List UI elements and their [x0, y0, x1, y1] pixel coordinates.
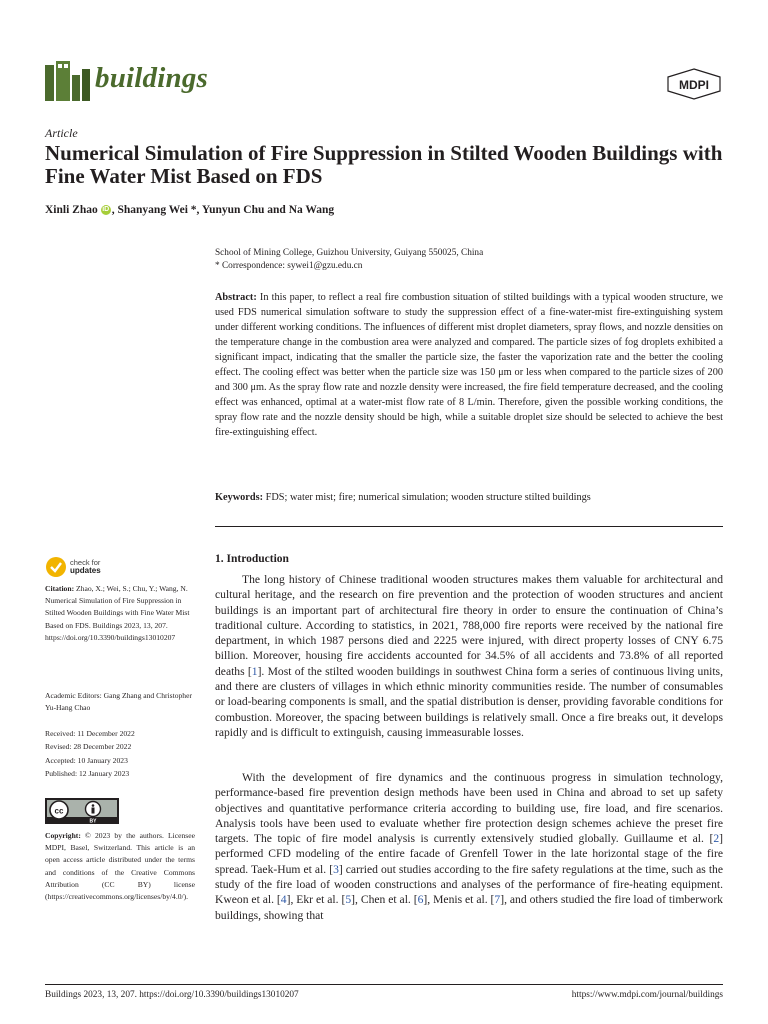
- abstract-text: In this paper, to reflect a real fire combustion situation of stilted buildings with a typical wooden structure, we used FDS numerical simulation software to study the suppression effect of a fine-water-mist fire-extinguishing system under different working conditions. The influences of different mist droplet diameters, spray flows, and nozzle densities on the temperature change in the combustion area were analyzed and compared. The particle sizes of fog droplets exhibited a significant impact, indicating that the smaller the particle size, the faster the vaporization rate and the better the cooling effect. The cooling effect was better when the particle size was 150 μm or less when compared to the particle sizes of 200 and 300 μm. As the spray flow rate and nozzle density were increased, the fire field temperature decreased, and the cooling effect was enhanced, optimal at a water-mist flow rate of 8 L/min. Therefore, given the possible working conditions, the spray flow rate and the nozzle density should be high, while a suitable droplet size should be selected to achieve the best fire-extinguishing effect.: [215, 292, 724, 438]
- keywords-text: FDS; water mist; fire; numerical simulation; wooden structure stilted buildings: [265, 492, 591, 503]
- correspondence: * Correspondence: sywei1@gzu.edu.cn: [215, 261, 363, 271]
- citation-block: [45, 583, 195, 644]
- keywords-label: Keywords:: [215, 492, 264, 503]
- academic-editors: Academic Editors: Gang Zhang and Christopher Yu-Hang Chao: [45, 691, 192, 713]
- article-type: Article: [45, 126, 78, 140]
- published-date: Published: 12 January 2023: [45, 769, 130, 778]
- copyright-block: [45, 830, 195, 903]
- copyright-text: © 2023 by the authors. Licensee MDPI, Basel, Switzerland. This article is an open access article distributed under the terms and conditions of the Creative Commons Attribution (CC BY) license (https://creativecommons.org/licenses/by/4.0/).: [45, 831, 195, 902]
- revised-date: Revised: 28 December 2022: [45, 742, 132, 751]
- keywords: [215, 492, 723, 503]
- orcid-icon[interactable]: iD: [102, 206, 110, 213]
- reference-link[interactable]: 4: [280, 893, 287, 907]
- reference-link[interactable]: 7: [494, 893, 501, 907]
- first-author: Xinli Zhao: [45, 204, 98, 216]
- citation-label: Citation:: [45, 584, 75, 593]
- check-updates-icon: [45, 556, 67, 578]
- reference-link[interactable]: 1: [251, 664, 258, 678]
- citation-text: Zhao, X.; Wei, S.; Chu, Y.; Wang, N. Numerical Simulation of Fire Suppression in Stilted Wooden Buildings with Fine Water Mist Based on FDS. Buildings 2023, 13, 207. https://doi.org/10.3390/buildings13010207: [45, 584, 190, 642]
- check-updates-line1: check for: [70, 558, 101, 567]
- buildings-logo-icon: [45, 61, 90, 101]
- section-heading: 1. Introduction: [215, 553, 289, 565]
- affiliation: School of Mining College, Guizhou University, Guiyang 550025, China: [215, 248, 484, 258]
- svg-text:MDPI: MDPI: [679, 78, 709, 92]
- footer-journal-url[interactable]: https://www.mdpi.com/journal/buildings: [571, 990, 723, 1000]
- reference-link[interactable]: 3: [333, 862, 339, 876]
- reference-link[interactable]: 2: [713, 832, 720, 846]
- footer-citation: Buildings 2023, 13, 207. https://doi.org/10.3390/buildings13010207: [45, 990, 299, 1000]
- received-date: Received: 11 December 2022: [45, 729, 135, 738]
- abstract-label: Abstract:: [215, 292, 257, 303]
- check-updates-line2: updates: [70, 566, 101, 575]
- other-authors: , Shanyang Wei *, Yunyun Chu and Na Wang: [111, 204, 335, 216]
- abstract: [215, 290, 723, 440]
- author-list: [45, 204, 334, 216]
- footer-divider: [45, 984, 723, 985]
- journal-name: buildings: [95, 62, 209, 94]
- cc-by-license-icon[interactable]: [45, 798, 119, 824]
- check-for-updates-button[interactable]: [45, 556, 101, 578]
- copyright-label: Copyright:: [45, 831, 81, 840]
- svg-text:cc: cc: [54, 806, 64, 816]
- reference-link[interactable]: 5: [345, 893, 352, 907]
- svg-text:BY: BY: [89, 818, 97, 824]
- intro-paragraph-2: With the development of fire dynamics and the continuous progress in simulation technology, performance-based fire prevention design methods have been used in China and abroad to set up safety objectives and quantitative performance criteria according to building use, fire load, and fire scenarios. Analysis tools have been used to evaluate whether fire protection design schemes achieve the preset fire targets. The topic of fire model analysis is currently extensively studied globally. Guillaume et al. [2] performed CFD modeling of the entire facade of Grenfell Tower in the late horizontal stage of the fire spread. Taek-Hum et al. [3] carried out studies according to the fire safety regulations at the time, such as the study of the fire load of wooden constructions and analyses of the performance of fire-heating equipment. Kweon et al. [4], Ekr et al. [5], Chen et al. [6], Menis et al. [7], and others studied the fire load of timberwork buildings, showing that: [215, 771, 723, 922]
- accepted-date: Accepted: 10 January 2023: [45, 756, 128, 765]
- intro-paragraph-1: The long history of Chinese traditional wooden structures makes them valuable for architectural and cultural heritage, and the research on fire prevention and the protection of wooden structures and ancient buildings is an important part of architectural fire theory in order to ensure the continuation of China’s traditional culture. According to statistics, in 2021, 788,000 fire reports were received by the national fire department, in which 1987 persons died and 2225 were injured, with direct property losses of CNY 6.75 billion. Moreover, housing fire accidents accounted for 34.5% of all accidents and 73.8% of all reported deaths [1]. Most of the stilted wooden buildings in southwest China form a series of continuous living units, and there are clusters of villages in which ethnic minority communities reside. The number of consumables or load-bearing components is small, and the spatial distribution is denser, providing favorable conditions for combustion. Moreover, the spacing between buildings is relatively small. Once a fire breaks out, it develops rapidly and is difficult to extinguish, causing immeasurable losses.: [215, 573, 723, 739]
- reference-link[interactable]: 6: [417, 893, 424, 907]
- paper-title: Numerical Simulation of Fire Suppression in Stilted Wooden Buildings with Fine Water Mist Based on FDS: [45, 141, 723, 188]
- mdpi-logo: [666, 68, 722, 100]
- section-divider: [215, 526, 723, 527]
